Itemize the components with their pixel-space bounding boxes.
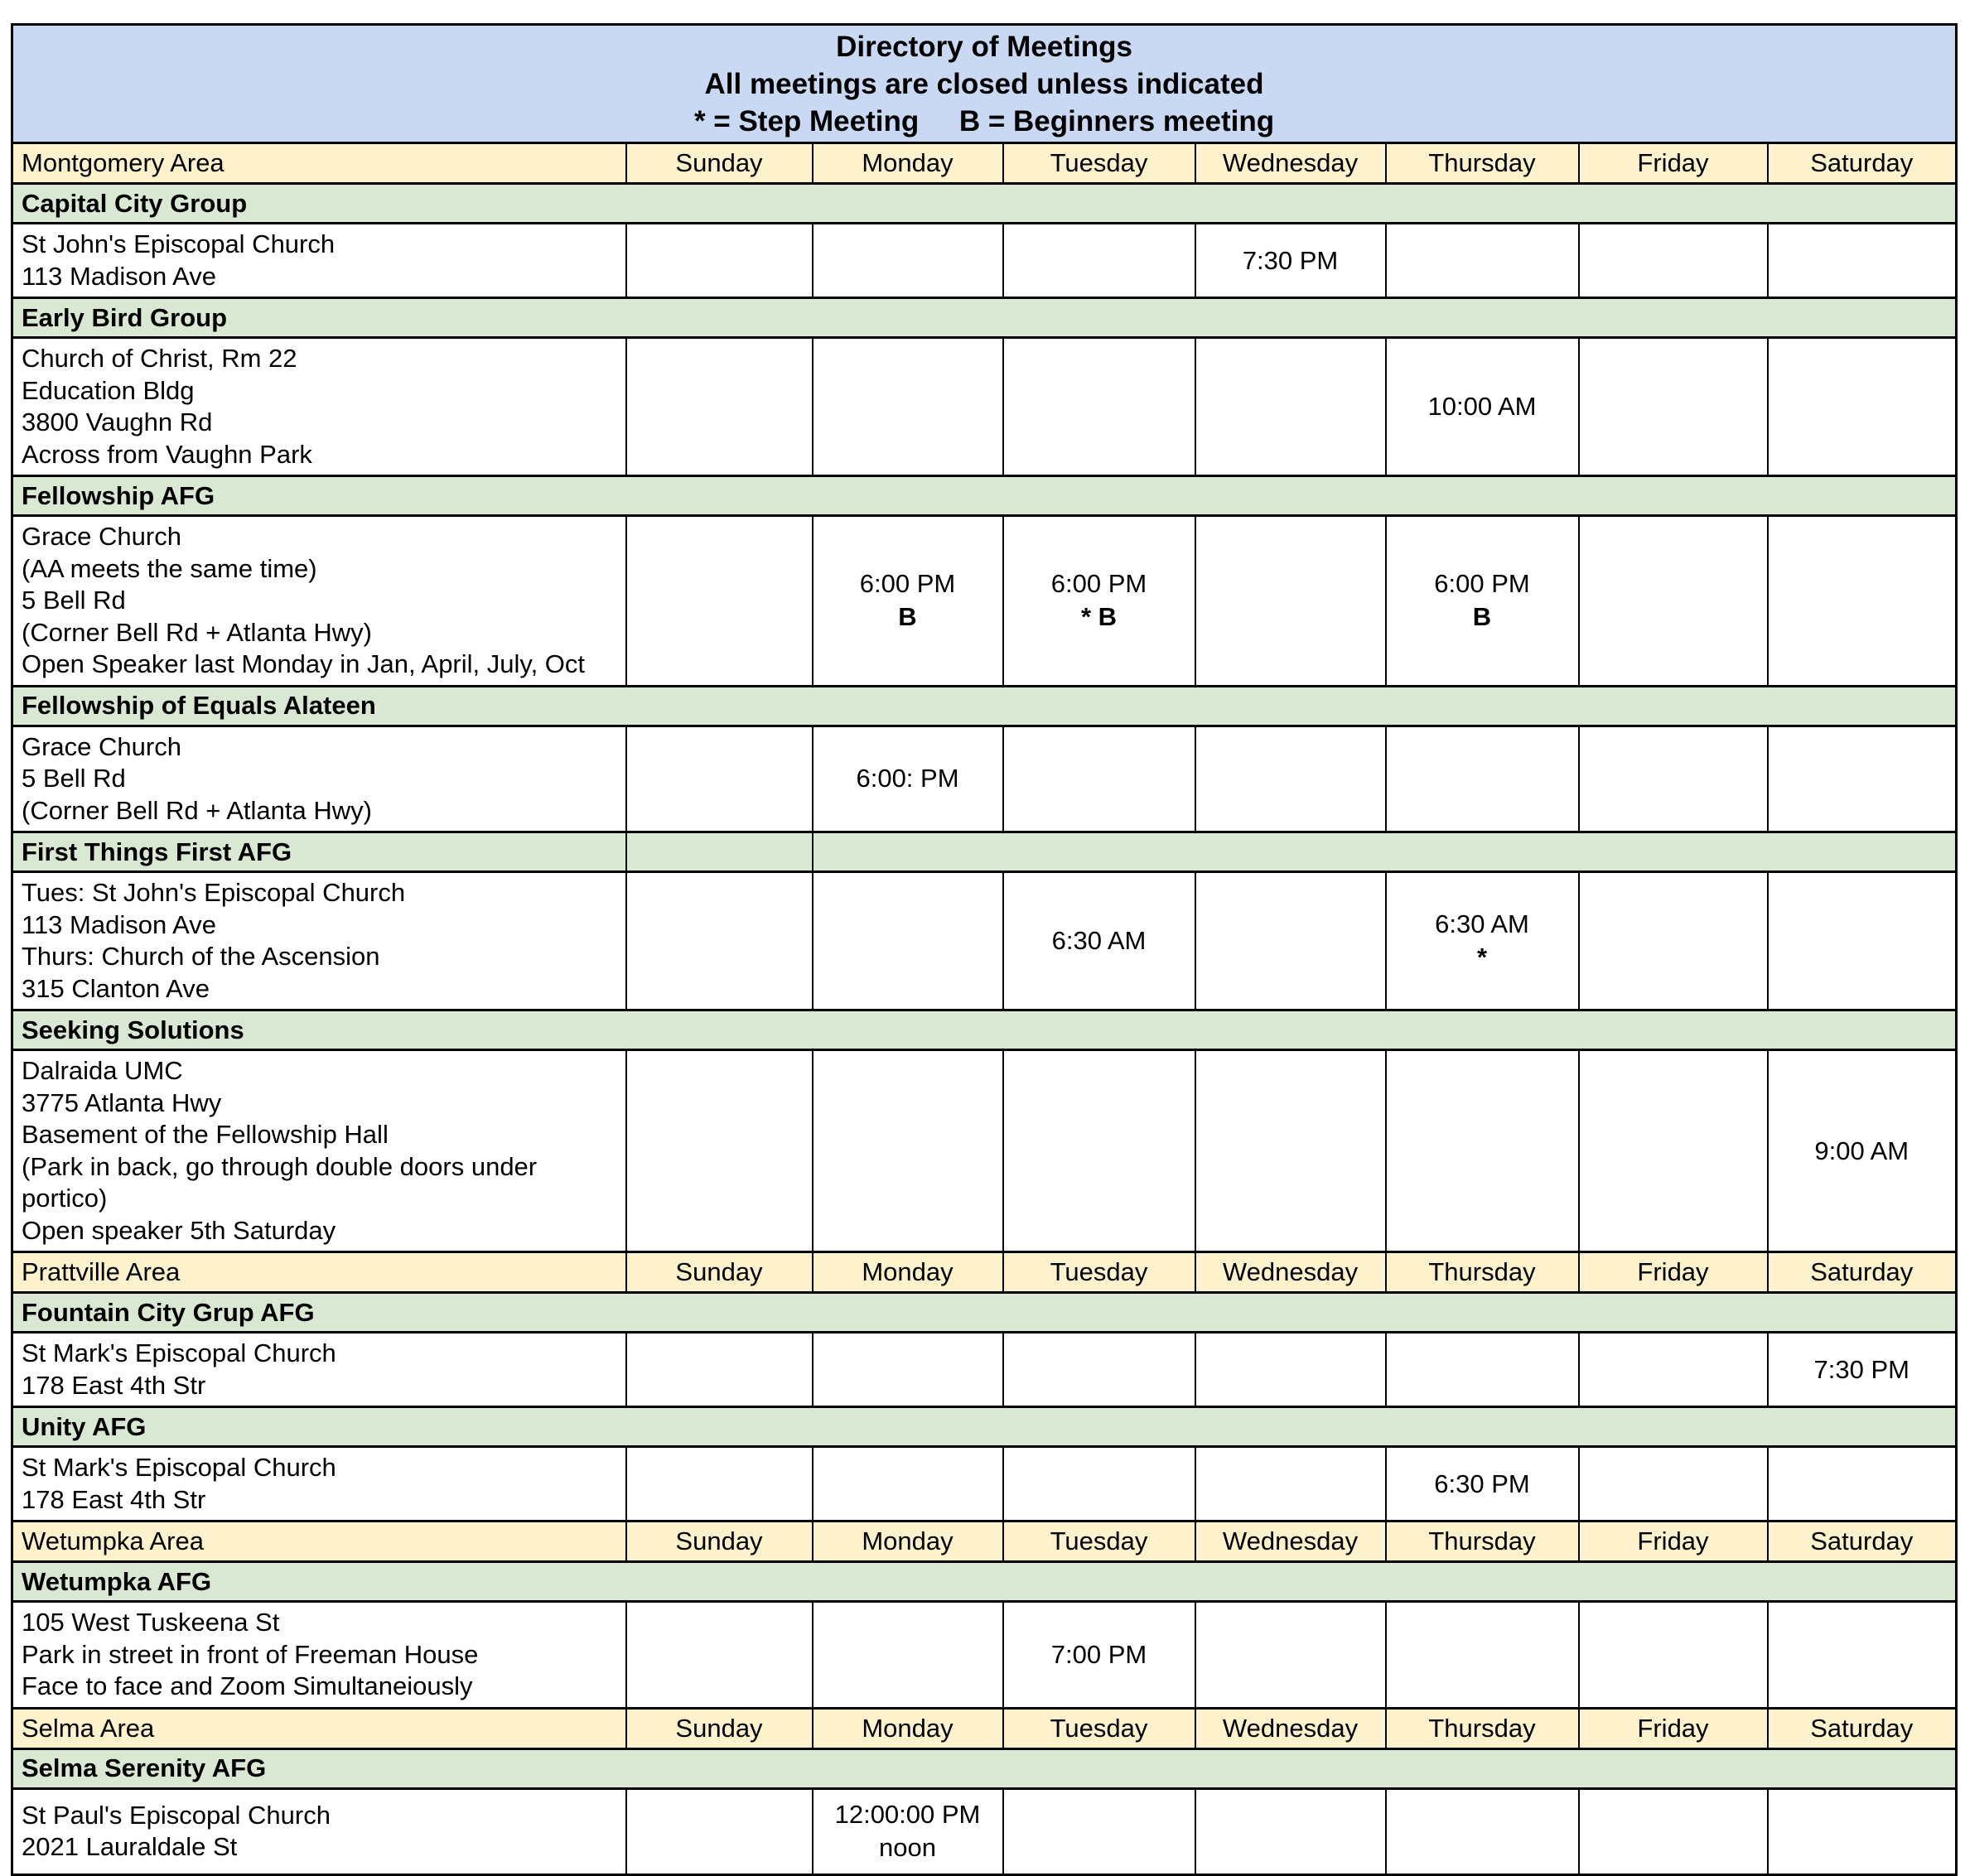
day-header-wednesday: Wednesday [1195, 143, 1386, 184]
day-header-saturday: Saturday [1768, 1522, 1957, 1562]
time-cell-sunday [626, 1602, 813, 1709]
time-cell-monday [813, 338, 1003, 476]
day-header-thursday: Thursday [1386, 1522, 1579, 1562]
group-name: Capital City Group [12, 184, 1957, 224]
group-name: Wetumpka AFG [12, 1562, 1957, 1602]
area-header-row [12, 143, 1957, 184]
page-subtitle: All meetings are closed unless indicated [704, 67, 1264, 100]
location-cell: St Paul's Episcopal Church 2021 Lauraldale St [12, 1788, 626, 1874]
group-schedule-row [12, 338, 1957, 476]
time-cell-thursday [1386, 1602, 1579, 1709]
day-header-monday: Monday [813, 1252, 1003, 1293]
time-cell-sunday [626, 338, 813, 476]
day-header-wednesday: Wednesday [1195, 1708, 1386, 1748]
time-cell-friday [1579, 516, 1768, 687]
group-band-row [12, 686, 1957, 726]
time-cell-tuesday [1003, 224, 1195, 298]
time-cell-thursday [1386, 1050, 1579, 1252]
time-cell-sunday [626, 224, 813, 298]
time-cell-wednesday [1195, 338, 1386, 476]
time-cell-sunday [626, 516, 813, 687]
day-header-wednesday: Wednesday [1195, 1252, 1386, 1293]
group-name: Selma Serenity AFG [12, 1748, 1957, 1788]
group-schedule-row [12, 1447, 1957, 1522]
time-cell-monday [813, 1447, 1003, 1522]
time-cell-monday [813, 1602, 1003, 1709]
time-cell-thursday [1386, 726, 1579, 832]
group-schedule-row [12, 1050, 1957, 1252]
time-cell-friday [1579, 1447, 1768, 1522]
table-title-cell [12, 25, 1957, 143]
time-cell-friday [1579, 1602, 1768, 1709]
area-header-row [12, 1522, 1957, 1562]
time-cell-thursday [1386, 1333, 1579, 1407]
group-schedule-row [12, 224, 1957, 298]
time-cell-sunday [626, 726, 813, 832]
location-cell: Church of Christ, Rm 22 Education Bldg 3800 Vaughn Rd Across from Vaughn Park [12, 338, 626, 476]
day-header-thursday: Thursday [1386, 143, 1579, 184]
time-cell-saturday: 9:00 AM [1768, 1050, 1957, 1252]
time-cell-tuesday: 7:00 PM [1003, 1602, 1195, 1709]
location-cell: Grace Church 5 Bell Rd (Corner Bell Rd + Atlanta Hwy) [12, 726, 626, 832]
time-cell-saturday [1768, 516, 1957, 687]
time-cell-wednesday [1195, 516, 1386, 687]
time-cell-wednesday [1195, 1788, 1386, 1874]
day-header-friday: Friday [1579, 1522, 1768, 1562]
day-header-monday: Monday [813, 143, 1003, 184]
time-cell-wednesday [1195, 872, 1386, 1010]
time-cell-tuesday [1003, 726, 1195, 832]
day-header-friday: Friday [1579, 143, 1768, 184]
day-header-tuesday: Tuesday [1003, 143, 1195, 184]
time-cell-monday [813, 1050, 1003, 1252]
time-cell-tuesday [1003, 1447, 1195, 1522]
group-band-row [12, 1407, 1957, 1447]
time-cell-wednesday [1195, 1602, 1386, 1709]
time-cell-monday: 6:00: PM [813, 726, 1003, 832]
time-cell-saturday [1768, 1788, 1957, 1874]
time-cell-tuesday [1003, 1788, 1195, 1874]
group-band-row [12, 298, 1957, 338]
time-cell-tuesday [1003, 1333, 1195, 1407]
time-cell-thursday: 6:30 AM * [1386, 872, 1579, 1010]
area-label: Prattville Area [12, 1252, 626, 1293]
time-cell-saturday [1768, 338, 1957, 476]
time-cell-sunday [626, 1333, 813, 1407]
group-band-row [12, 1293, 1957, 1333]
day-header-thursday: Thursday [1386, 1708, 1579, 1748]
time-cell-sunday [626, 1788, 813, 1874]
day-header-sunday: Sunday [626, 143, 813, 184]
time-cell-friday [1579, 224, 1768, 298]
time-cell-wednesday [1195, 1333, 1386, 1407]
time-cell-tuesday: 6:00 PM * B [1003, 516, 1195, 687]
time-cell-thursday: 10:00 AM [1386, 338, 1579, 476]
time-cell-saturday [1768, 224, 1957, 298]
group-name: First Things First AFG [12, 832, 626, 872]
time-cell-saturday [1768, 726, 1957, 832]
time-cell-sunday [626, 872, 813, 1010]
time-cell-thursday [1386, 1788, 1579, 1874]
group-band-spacer [813, 832, 1957, 872]
time-cell-friday [1579, 726, 1768, 832]
time-cell-thursday: 6:00 PM B [1386, 516, 1579, 687]
time-cell-monday: 12:00:00 PM noon [813, 1788, 1003, 1874]
location-cell: St Mark's Episcopal Church 178 East 4th Str [12, 1333, 626, 1407]
day-header-tuesday: Tuesday [1003, 1252, 1195, 1293]
time-cell-friday [1579, 1333, 1768, 1407]
group-schedule-row [12, 516, 1957, 687]
time-cell-monday [813, 1333, 1003, 1407]
time-cell-saturday [1768, 1447, 1957, 1522]
day-header-monday: Monday [813, 1708, 1003, 1748]
day-header-saturday: Saturday [1768, 143, 1957, 184]
group-name: Fellowship of Equals Alateen [12, 686, 1957, 726]
location-cell: 105 West Tuskeena St Park in street in front of Freeman House Face to face and Zoom Simultaneiously [12, 1602, 626, 1709]
location-cell: Tues: St John's Episcopal Church 113 Madison Ave Thurs: Church of the Ascension 315 Clanton Ave [12, 872, 626, 1010]
time-cell-friday [1579, 1050, 1768, 1252]
time-cell-saturday [1768, 872, 1957, 1010]
day-header-friday: Friday [1579, 1252, 1768, 1293]
page-title: Directory of Meetings [836, 30, 1132, 63]
group-schedule-row [12, 726, 1957, 832]
group-band-row [12, 1562, 1957, 1602]
time-cell-thursday [1386, 224, 1579, 298]
area-label: Wetumpka Area [12, 1522, 626, 1562]
time-cell-friday [1579, 872, 1768, 1010]
day-header-saturday: Saturday [1768, 1708, 1957, 1748]
time-cell-thursday: 6:30 PM [1386, 1447, 1579, 1522]
time-cell-tuesday: 6:30 AM [1003, 872, 1195, 1010]
location-cell: Grace Church (AA meets the same time) 5 Bell Rd (Corner Bell Rd + Atlanta Hwy) Open Speaker last Monday in Jan, April, July, Oct [12, 516, 626, 687]
time-cell-wednesday [1195, 726, 1386, 832]
group-schedule-row [12, 872, 1957, 1010]
group-name: Early Bird Group [12, 298, 1957, 338]
area-label: Montgomery Area [12, 143, 626, 184]
time-cell-tuesday [1003, 338, 1195, 476]
group-band-row [12, 184, 1957, 224]
time-cell-wednesday [1195, 1447, 1386, 1522]
area-header-row [12, 1708, 1957, 1748]
day-header-sunday: Sunday [626, 1522, 813, 1562]
location-cell: St John's Episcopal Church 113 Madison Ave [12, 224, 626, 298]
group-name: Fountain City Grup AFG [12, 1293, 1957, 1333]
time-cell-wednesday: 7:30 PM [1195, 224, 1386, 298]
group-schedule-row [12, 1602, 1957, 1709]
time-cell-saturday: 7:30 PM [1768, 1333, 1957, 1407]
time-cell-wednesday [1195, 1050, 1386, 1252]
day-header-tuesday: Tuesday [1003, 1522, 1195, 1562]
location-cell: Dalraida UMC 3775 Atlanta Hwy Basement of the Fellowship Hall (Park in back, go through double doors under portico) Open speaker 5th Saturday [12, 1050, 626, 1252]
day-header-friday: Friday [1579, 1708, 1768, 1748]
group-name: Seeking Solutions [12, 1010, 1957, 1050]
location-cell: St Mark's Episcopal Church 178 East 4th Str [12, 1447, 626, 1522]
meetings-directory-table [11, 23, 1958, 1876]
day-header-thursday: Thursday [1386, 1252, 1579, 1293]
day-header-monday: Monday [813, 1522, 1003, 1562]
group-name: Fellowship AFG [12, 476, 1957, 516]
group-band-row [12, 476, 1957, 516]
day-header-sunday: Sunday [626, 1252, 813, 1293]
group-band-spacer [626, 832, 813, 872]
table-title-row [12, 25, 1957, 143]
group-schedule-row [12, 1333, 1957, 1407]
time-cell-saturday [1768, 1602, 1957, 1709]
time-cell-friday [1579, 1788, 1768, 1874]
group-name: Unity AFG [12, 1407, 1957, 1447]
legend-text: * = Step Meeting B = Beginners meeting [693, 104, 1275, 137]
group-schedule-row [12, 1788, 1957, 1874]
day-header-saturday: Saturday [1768, 1252, 1957, 1293]
time-cell-monday: 6:00 PM B [813, 516, 1003, 687]
time-cell-monday [813, 872, 1003, 1010]
time-cell-tuesday [1003, 1050, 1195, 1252]
group-band-row [12, 832, 1957, 872]
area-label: Selma Area [12, 1708, 626, 1748]
time-cell-sunday [626, 1050, 813, 1252]
group-band-row [12, 1010, 1957, 1050]
day-header-tuesday: Tuesday [1003, 1708, 1195, 1748]
day-header-sunday: Sunday [626, 1708, 813, 1748]
time-cell-monday [813, 224, 1003, 298]
time-cell-sunday [626, 1447, 813, 1522]
area-header-row [12, 1252, 1957, 1293]
group-band-row [12, 1748, 1957, 1788]
time-cell-friday [1579, 338, 1768, 476]
day-header-wednesday: Wednesday [1195, 1522, 1386, 1562]
